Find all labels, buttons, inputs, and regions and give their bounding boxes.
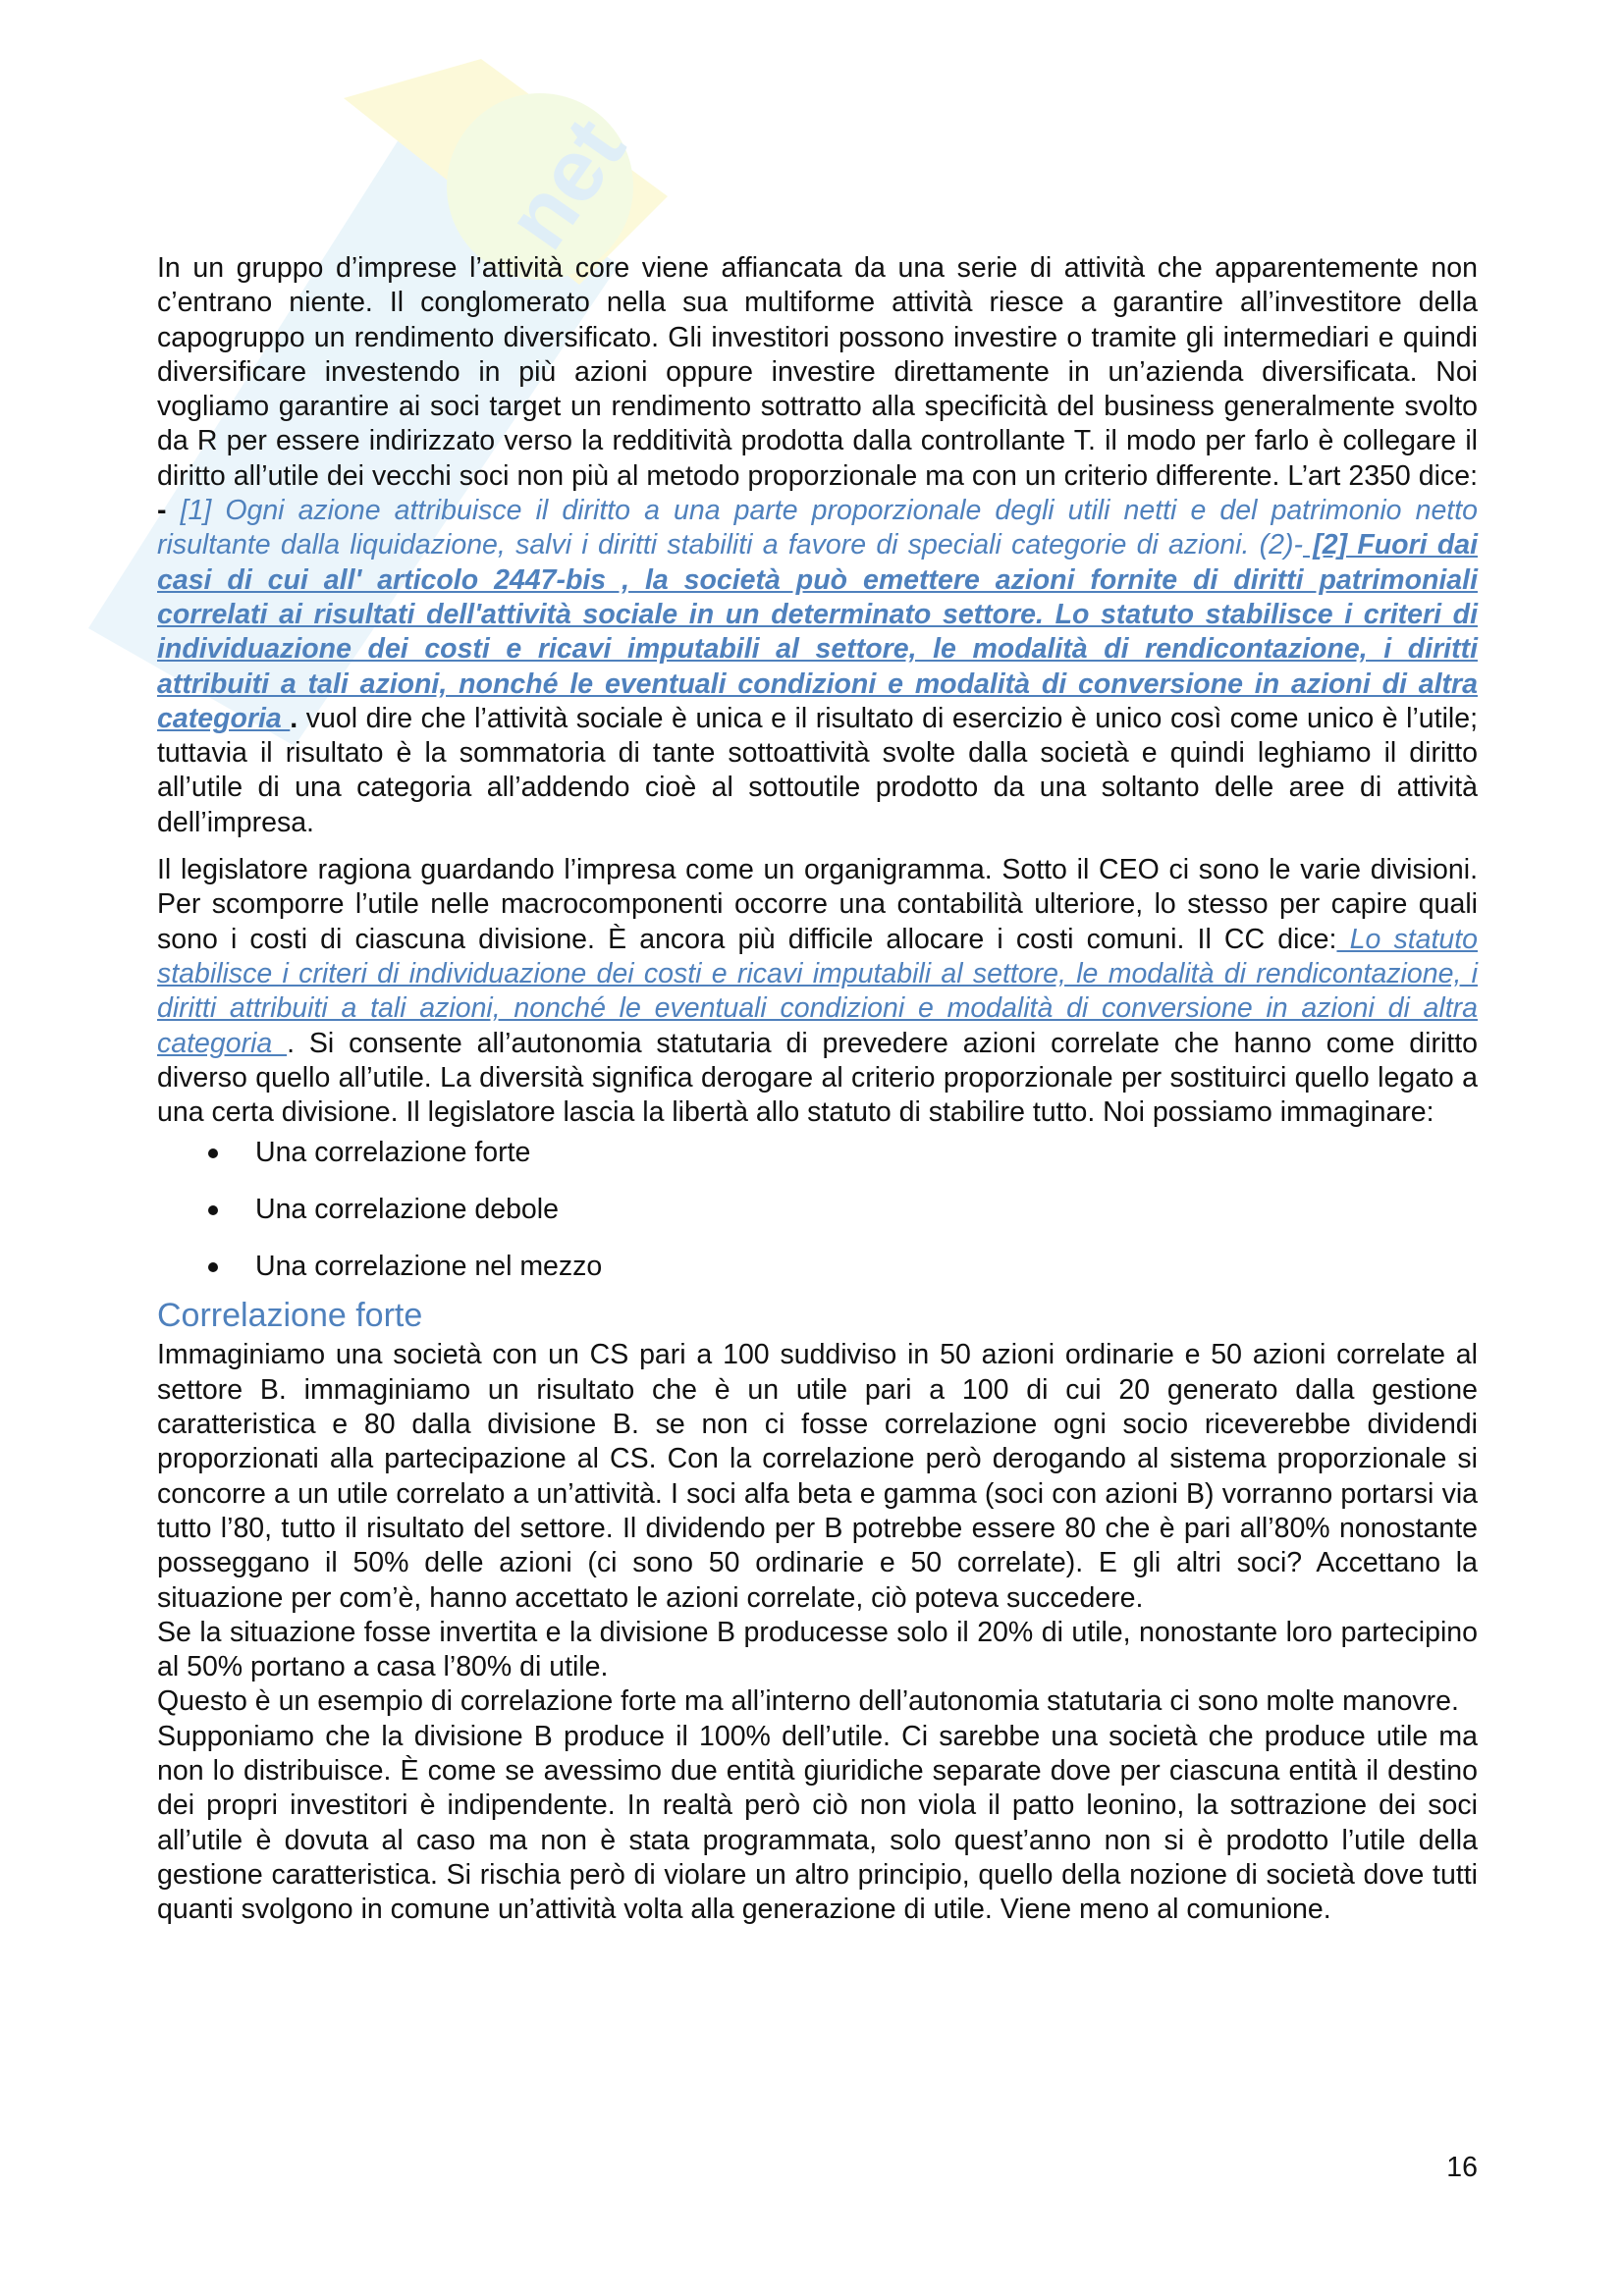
paragraph-art-2350 [157, 251, 1478, 840]
document-page [157, 251, 1478, 1927]
text-organigramma: Il legislatore ragiona guardando l’impresa come un organigramma. Sotto il CEO ci sono le varie divisioni. Per scomporre l’utile nelle macrocomponenti occorre una contabilità ulteriore, lo stesso per capire quali sono i costi di ciascuna divisione. È ancora più difficile allocare i costi comuni. Il CC dice: [157, 854, 1478, 955]
list-item [157, 1193, 1478, 1250]
bullet-icon [208, 1148, 218, 1158]
correlation-list [157, 1136, 1478, 1307]
paragraph-esempio: Immaginiamo una società con un CS pari a 100 suddiviso in 50 azioni ordinarie e 50 azioni correlate al settore B. immaginiamo un risultato che è un utile pari a 100 di cui 20 generato dalla gestione caratteristica e 80 dalla divisione B. se non ci fosse correlazione ogni socio riceverebbe dividendi proporzionati alla partecipazione al CS. Con la correlazione però derogando al sistema proporzionale si concorre a un utile correlato a un’attività. I soci alfa beta e gamma (soci con azioni B) vorranno portarsi via tutto l’80, tutto il risultato del settore. Il dividendo per B potrebbe essere 80 che è pari all’80% nonostante posseggano il 50% delle azioni (ci sono 50 ordinarie e 50 correlate). E gli altri soci? Accettano la situazione per com’è, hanno accettato le azioni correlate, ciò poteva succedere. [157, 1339, 1478, 1614]
paragraph-organigramma [157, 853, 1478, 1130]
quote-cc-link[interactable]: Lo statuto stabilisce i criteri di individuazione dei costi e ricavi imputabili al settore, le modalità di rendicontazione, i diritti attribuiti a tali azioni, nonché le eventuali condizioni e modalità di conversione in azioni di altra categoria [157, 923, 1478, 1059]
watermark-brand-text: net [487, 101, 645, 267]
quote-art-2350-comma-2-link[interactable]: [2] Fuori dai casi di cui all' articolo 2447-bis , la società può emettere azioni fornite di diritti patrimoniali correlati ai risultati dell'attività sociale in un determinato settore. Lo statuto stabilisce i criteri di individuazione dei costi e ricavi imputabili al settore, le modalità di rendicontazione, i diritti attribuiti a tali azioni, nonché le eventuali condizioni e modalità di conversione in azioni di altra categoria [157, 529, 1479, 734]
paragraph-manovre: Questo è un esempio di correlazione forte ma all’interno dell’autonomia statutaria ci sono molte manovre. [157, 1685, 1459, 1718]
list-item-label: Una correlazione debole [255, 1194, 559, 1226]
text-intro: In un gruppo d’imprese l’attività core viene affiancata da una serie di attività che apparentemente non c’entrano niente. Il conglomerato nella sua multiforme attività riesce a garantire all’investitore della capogruppo un rendimento diversificato. Gli investitori possono investire o tramite gli intermediari e quindi diversificare investendo in più azioni oppure investire direttamente in un’azienda diversificata. Noi vogliamo garantire ai soci target un rendimento sottratto alla specificità del business generalmente svolto da R per essere indirizzato verso la redditività prodotta dalla controllante T. il modo per farlo è collegare il diritto all’utile dei vecchi soci non più al metodo proporzionale ma con un criterio differente. L’art 2350 dice: [157, 252, 1478, 492]
text-autonomia: . Si consente all’autonomia statutaria di prevedere azioni correlate che hanno come diritto diverso quello all’utile. La diversità significa derogare al criterio proporzionale per sostituirci quello legato a una certa divisione. Il legislatore lascia la libertà allo statuto di stabilire tutto. Noi possiamo immaginare: [157, 1027, 1478, 1129]
text-explanation: vuol dire che l’attività sociale è unica e il risultato di esercizio è unico così come unico è l’utile; tuttavia il risultato è la sommatoria di tante sottoattività svolte dalla società e quindi leghiamo il diritto all’utile di una categoria all’addendo cioè al sottoutile prodotto da una soltanto delle aree di attività dell’impresa. [157, 702, 1478, 838]
list-item [157, 1250, 1478, 1307]
text-end-dot: . [290, 702, 298, 734]
page-number: 16 [1446, 2152, 1478, 2183]
bullet-icon [208, 1205, 218, 1215]
paragraph-supponiamo: Supponiamo che la divisione B produce il 100% dell’utile. Ci sarebbe una società che produce utile ma non lo distribuisce. È come se avessimo due entità giuridiche separate dove per ciascuna entità il destino dei propri investitori è indipendente. In realtà però ciò non viola il patto leonino, la sottrazione dei soci all’utile è dovuta al caso ma non è stata programmata, solo quest’anno non si è prodotto l’utile della gestione caratteristica. Si rischia però di violare un altro principio, quello della nozione di società dove tutti quanti svolgono in comune un’attività volta alla generazione di utile. Viene meno al comunione. [157, 1720, 1478, 1926]
quote-art-2350-comma-1: [1] Ogni azione attribuisce il diritto a una parte proporzionale degli utili netti e del patrimonio netto risultante dalla liquidazione, salvi i diritti stabiliti a favore di speciali categorie di azioni. (2)- [157, 495, 1478, 561]
bullet-icon [208, 1262, 218, 1272]
list-item [157, 1136, 1478, 1193]
paragraph-invertita: Se la situazione fosse invertita e la divisione B producesse solo il 20% di utile, nonostante loro partecipino al 50% portano a casa l’80% di utile. [157, 1616, 1478, 1683]
section-heading: Correlazione forte [157, 1297, 423, 1335]
list-item-label: Una correlazione forte [255, 1137, 531, 1169]
list-item-label: Una correlazione nel mezzo [255, 1251, 603, 1283]
text-dash: - [157, 495, 181, 527]
